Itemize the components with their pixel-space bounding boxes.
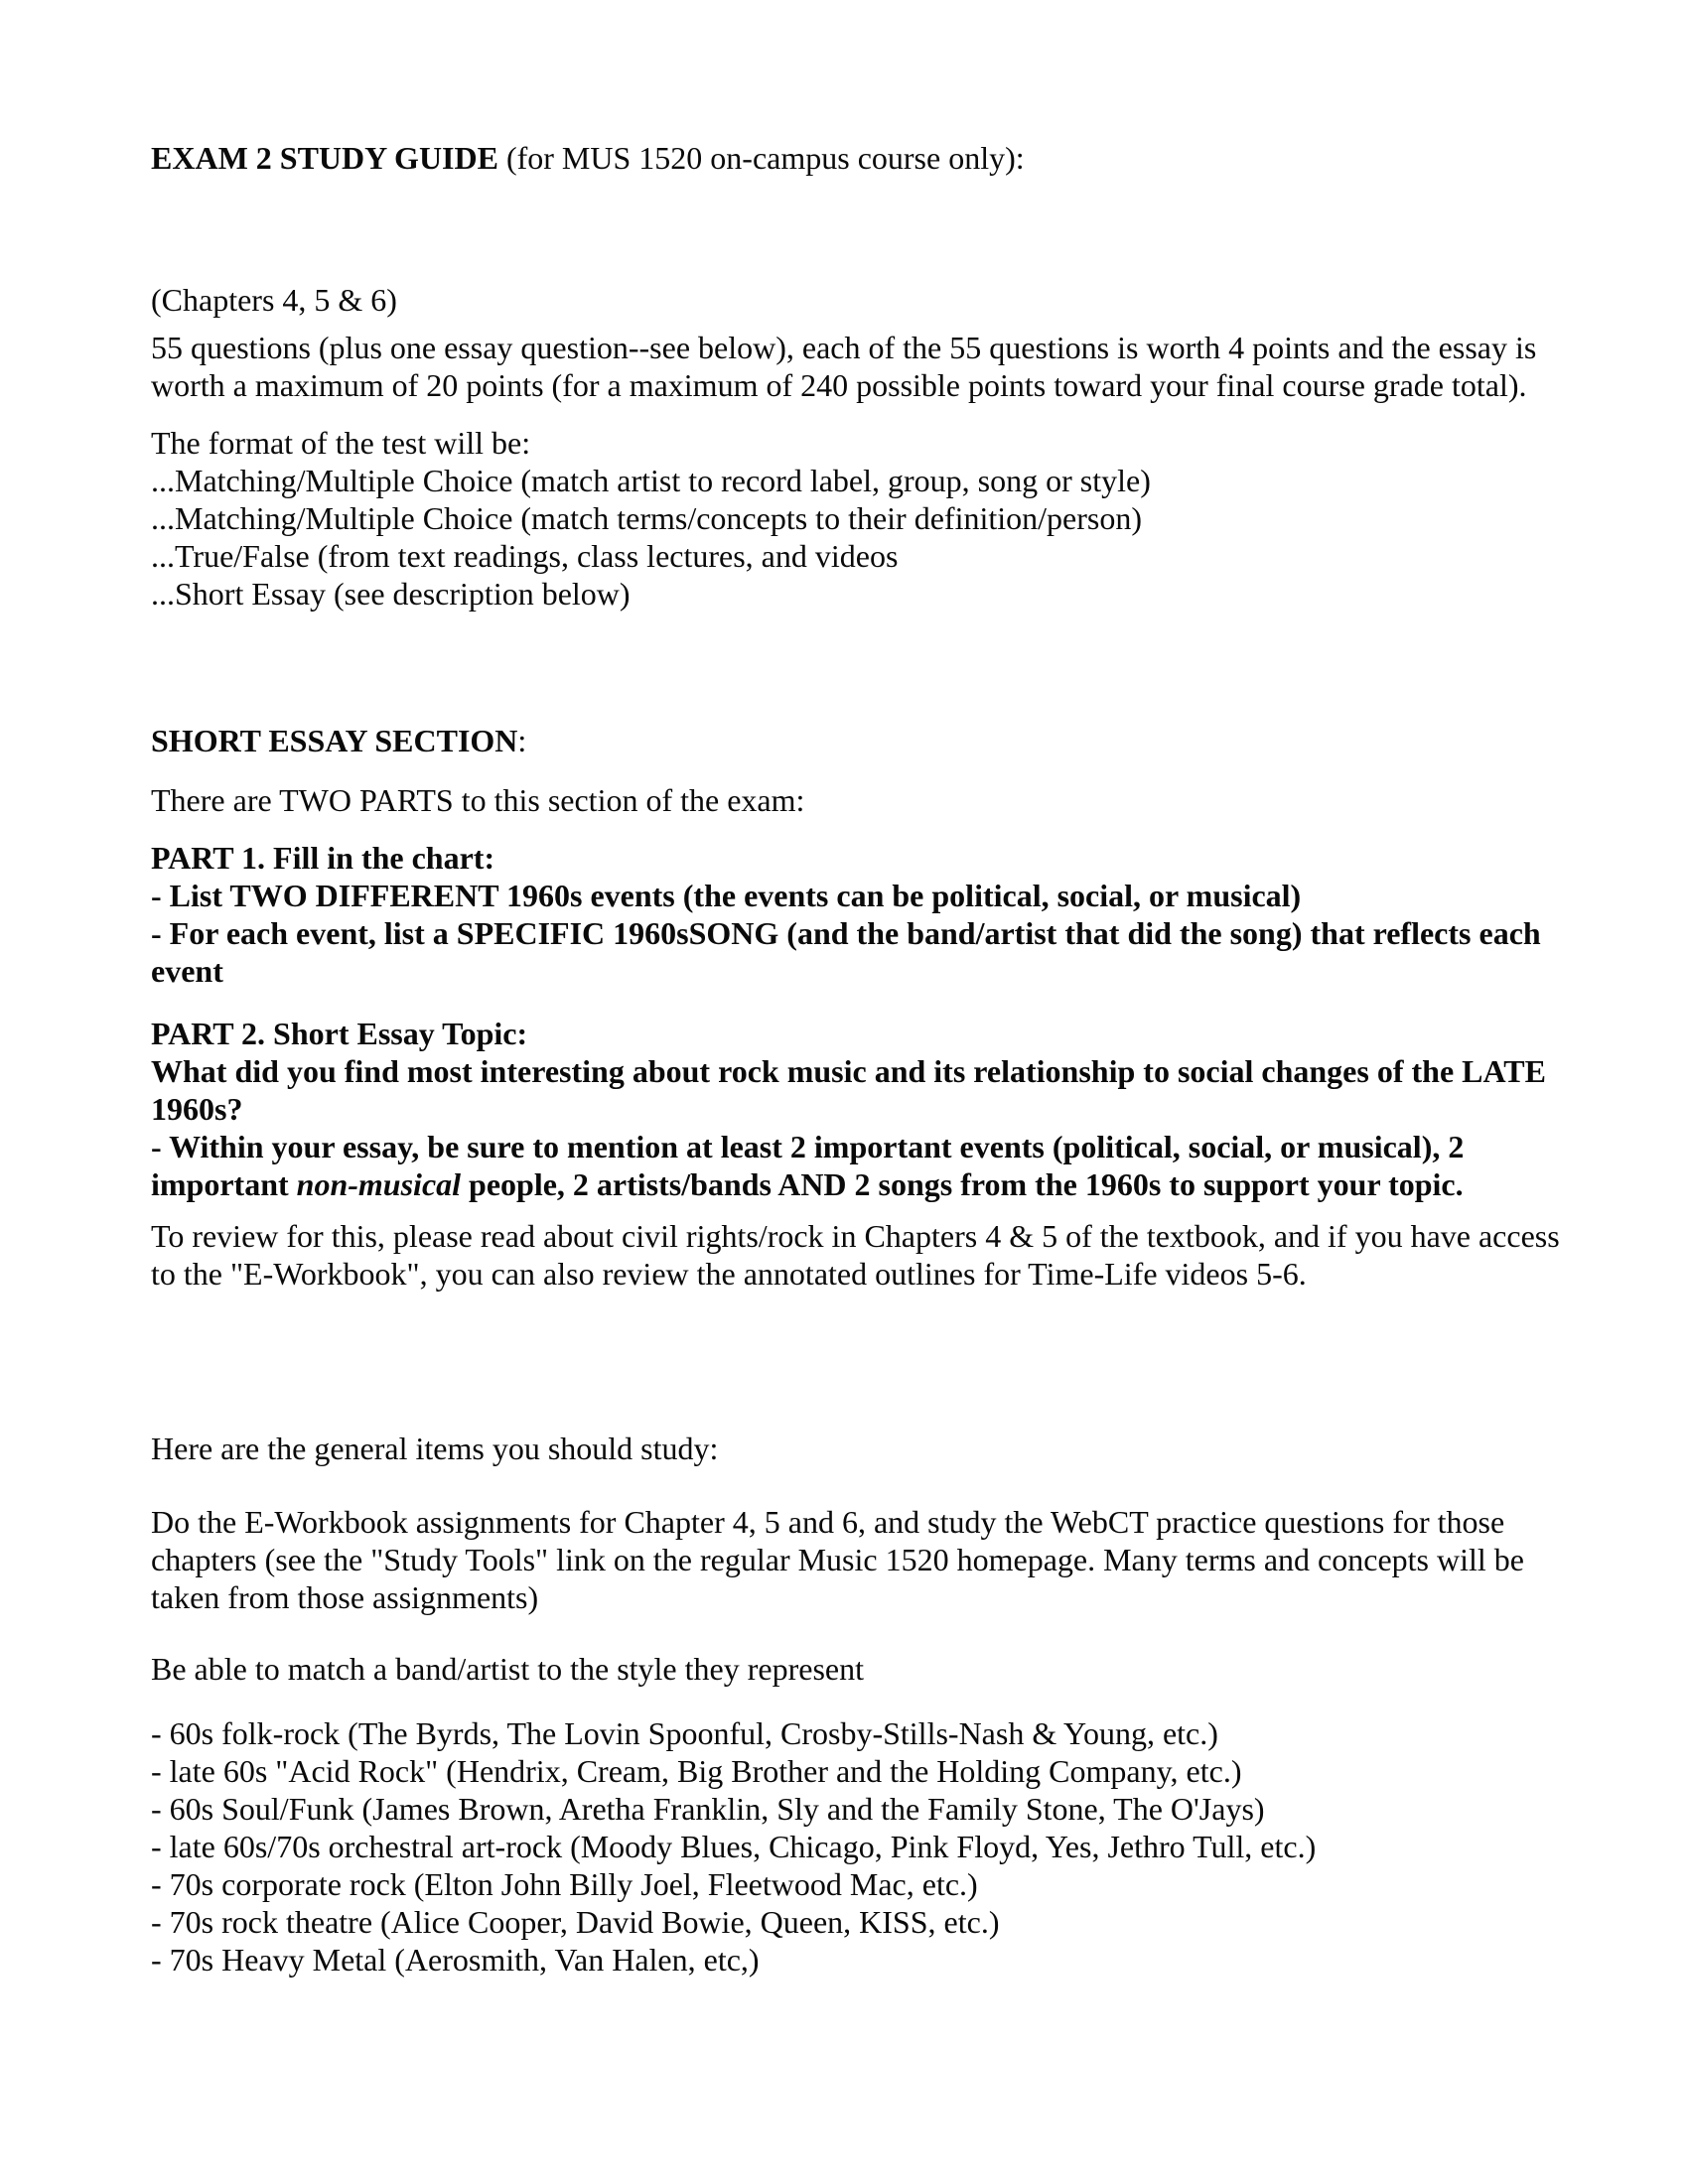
part2-question: What did you find most interesting about rock music and its relationship to social changes of the LATE 1960s? [151,1053,1554,1127]
part1-heading: PART 1. Fill in the chart: [151,840,495,876]
part2-instruction-suffix: people, 2 artists/bands AND 2 songs from the 1960s to support your topic. [461,1166,1464,1202]
style-item-art-rock: - late 60s/70s orchestral art-rock (Moody Blues, Chicago, Pink Floyd, Yes, Jethro Tull, etc.) [151,1829,1317,1864]
part1-item-events: - List TWO DIFFERENT 1960s events (the events can be political, social, or musical) [151,878,1302,913]
test-format-intro: The format of the test will be: [151,425,531,461]
two-parts-line: There are TWO PARTS to this section of the exam: [151,782,805,818]
doc-title [151,139,1571,177]
short-essay-heading-colon: : [517,723,527,758]
part1-item-song: - For each event, list a SPECIFIC 1960sSONG (and the band/artist that did the song) that reflects each event [151,915,1549,989]
style-item-heavy-metal: - 70s Heavy Metal (Aerosmith, Van Halen, etc,) [151,1942,760,1978]
format-item-matching-terms: ...Matching/Multiple Choice (match terms/concepts to their definition/person) [151,500,1142,536]
general-items-intro: Here are the general items you should study: [151,1431,719,1466]
eworkbook-paragraph: Do the E-Workbook assignments for Chapter 4, 5 and 6, and study the WebCT practice questions for those chapters (see the "Study Tools" link on the regular Music 1520 homepage. Many terms and concepts will be taken from those assignments) [151,1504,1532,1615]
part2-instruction [151,1128,1571,1203]
match-band-intro: Be able to match a band/artist to the style they represent [151,1651,864,1687]
style-item-acid-rock: - late 60s "Acid Rock" (Hendrix, Cream, Big Brother and the Holding Company, etc.) [151,1753,1242,1789]
part2-instruction-italic: non-musical [296,1166,462,1202]
test-format-block [151,424,1571,613]
part2-instruction-prefix: - Within your essay, be sure to mention at least 2 important events (political, social, or musical), 2 important [151,1129,1473,1202]
doc-title-bold: EXAM 2 STUDY GUIDE [151,140,498,176]
part2-heading: PART 2. Short Essay Topic: [151,1016,528,1051]
format-item-matching-artist: ...Matching/Multiple Choice (match artist to record label, group, song or style) [151,463,1151,498]
format-item-short-essay: ...Short Essay (see description below) [151,576,631,612]
short-essay-section-heading [151,722,1571,759]
doc-title-rest: (for MUS 1520 on-campus course only): [497,140,1025,176]
style-item-folk-rock: - 60s folk-rock (The Byrds, The Lovin Spoonful, Crosby-Stills-Nash & Young, etc.) [151,1715,1218,1751]
review-paragraph: To review for this, please read about civil rights/rock in Chapters 4 & 5 of the textbook, and if you have access to the "E-Workbook", you can also review the annotated outlines for Time-Life videos 5-6. [151,1218,1568,1292]
part2-block [151,1015,1571,1203]
style-item-corporate-rock: - 70s corporate rock (Elton John Billy Joel, Fleetwood Mac, etc.) [151,1866,978,1902]
short-essay-heading-text: SHORT ESSAY SECTION [151,723,518,758]
part1-block [151,839,1571,990]
styles-list [151,1714,1571,1979]
style-item-rock-theatre: - 70s rock theatre (Alice Cooper, David Bowie, Queen, KISS, etc.) [151,1904,1000,1940]
format-item-true-false: ...True/False (from text readings, class lectures, and videos [151,538,899,574]
chapters-line: (Chapters 4, 5 & 6) [151,282,397,318]
style-item-soul-funk: - 60s Soul/Funk (James Brown, Aretha Franklin, Sly and the Family Stone, The O'Jays) [151,1791,1265,1827]
points-paragraph: 55 questions (plus one essay question--see below), each of the 55 questions is worth 4 points and the essay is worth a maximum of 20 points (for a maximum of 240 possible points toward your final course grade total). [151,330,1545,403]
